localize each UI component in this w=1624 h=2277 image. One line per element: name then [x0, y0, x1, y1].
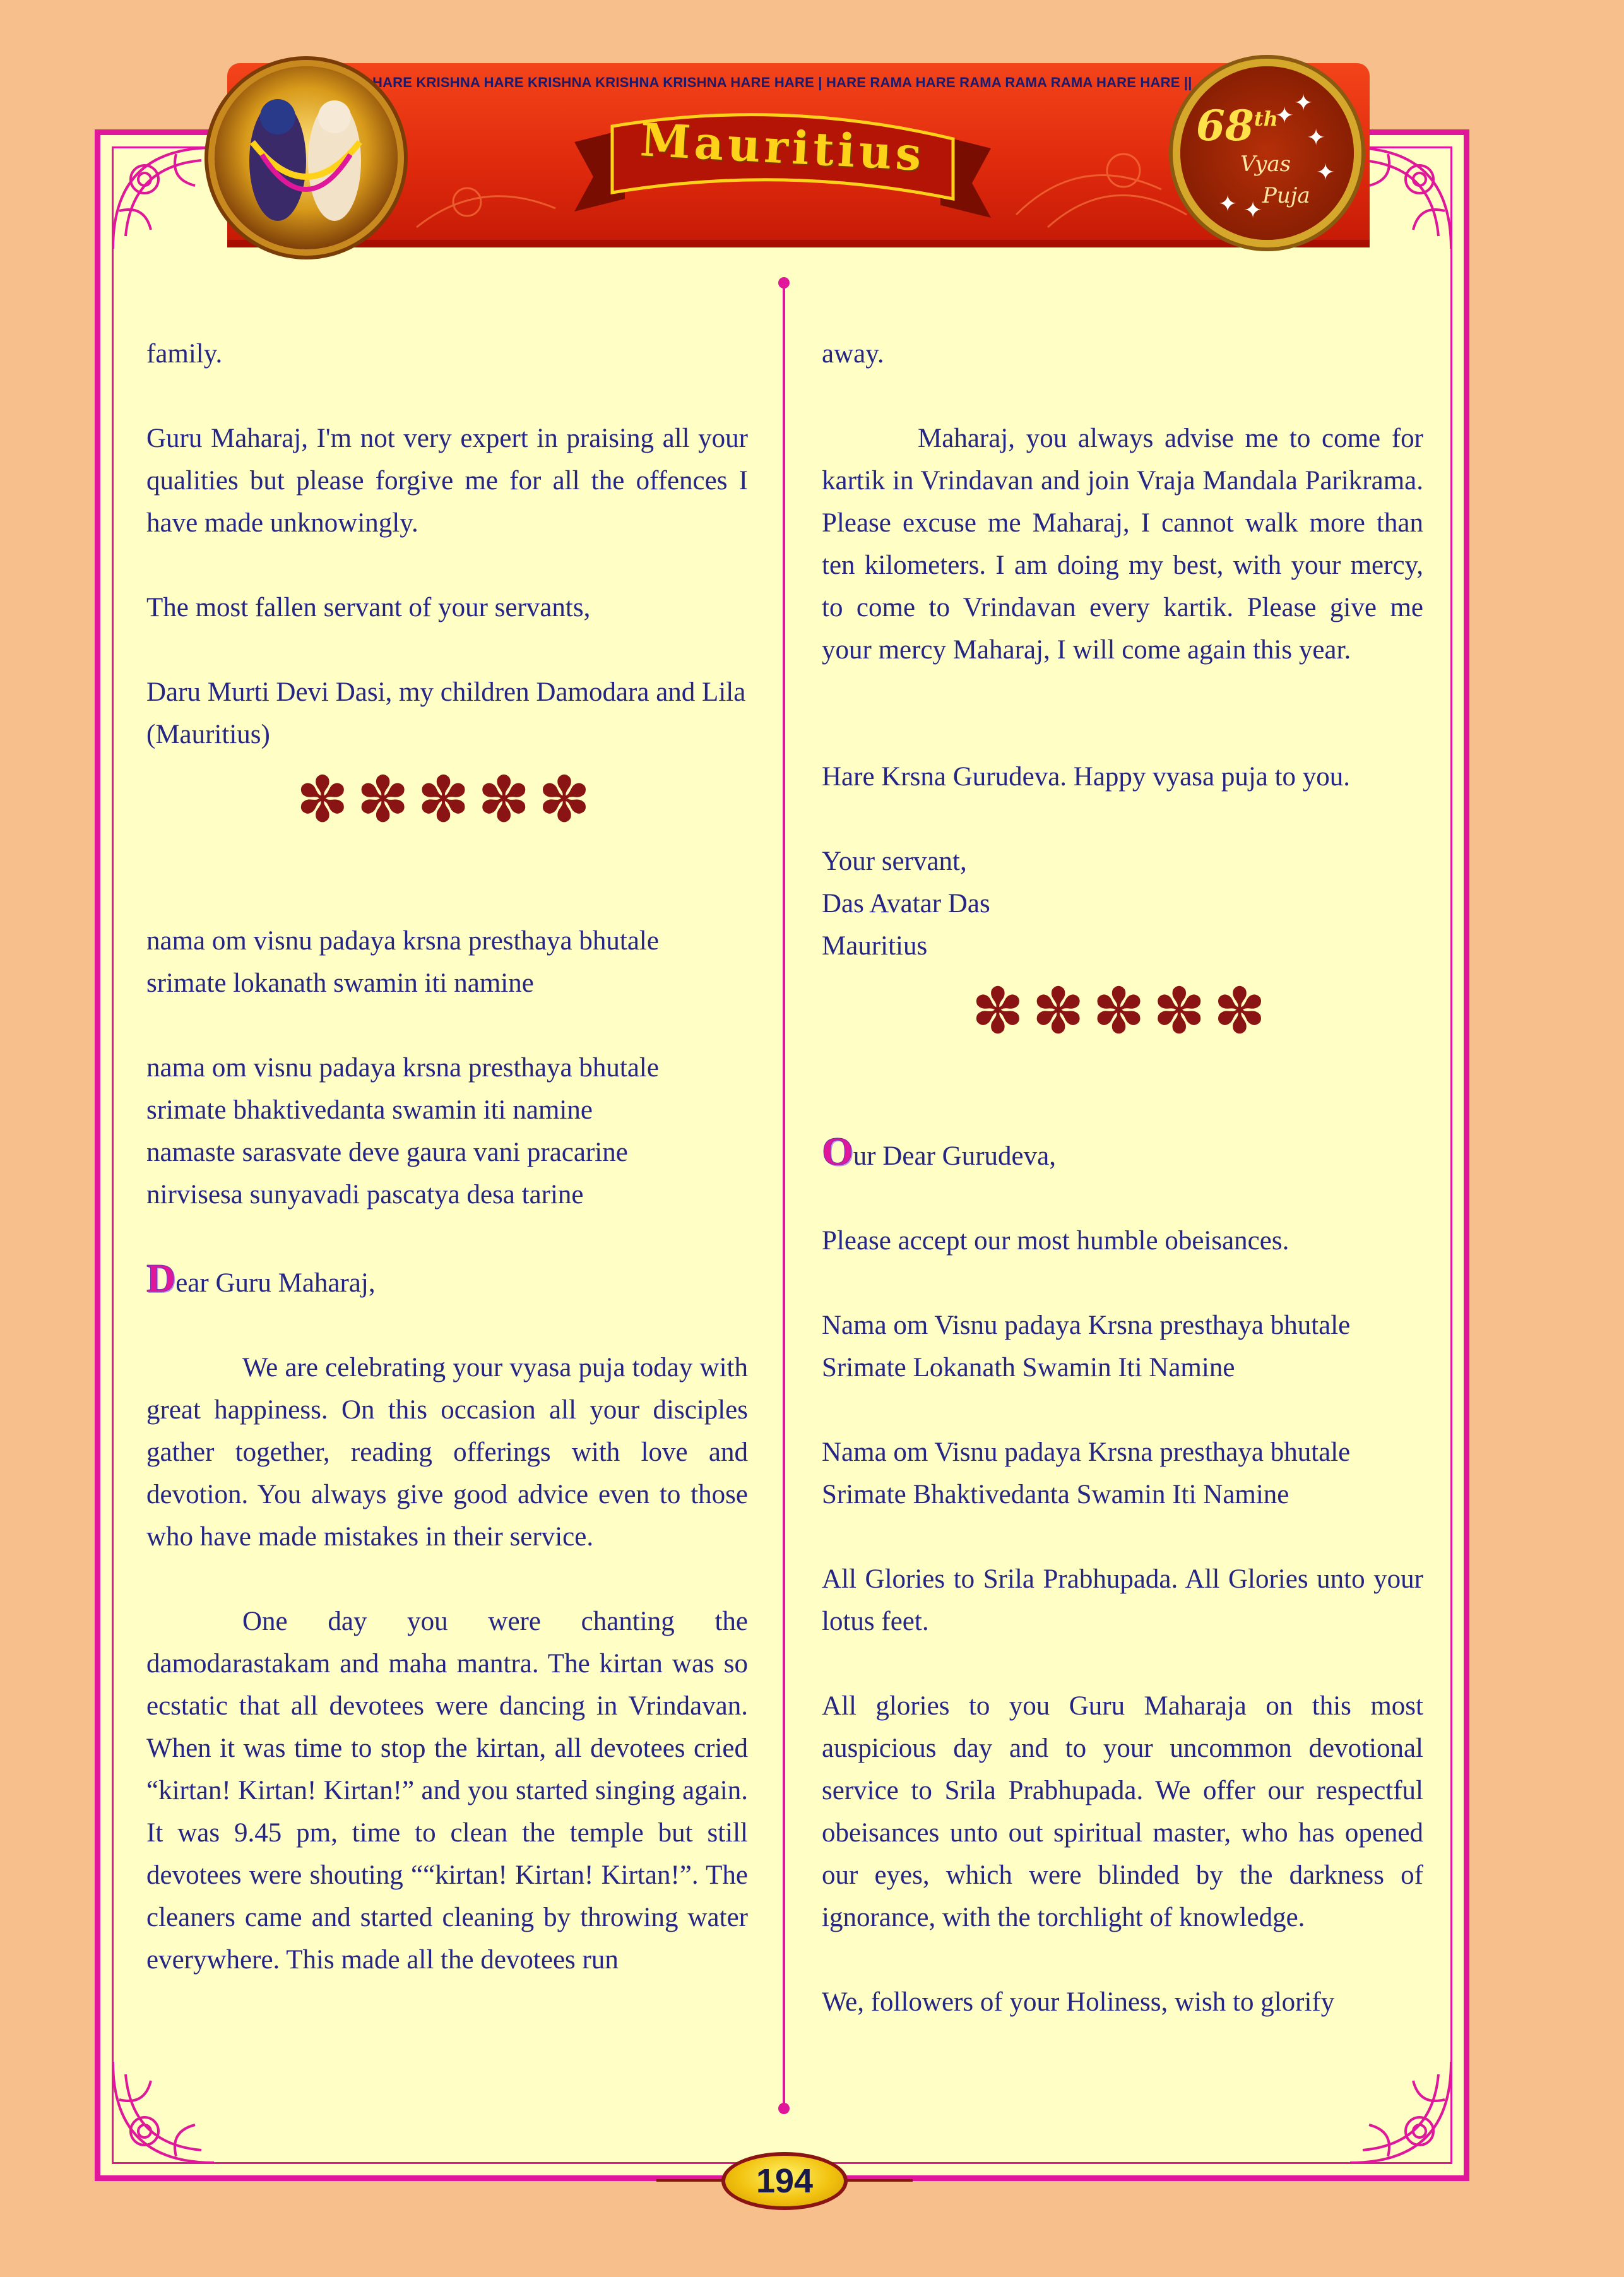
star-icon: ✦ [1275, 103, 1295, 128]
location-line: (Mauritius) [146, 720, 270, 749]
paragraph: We, followers of your Holiness, wish to glorify [822, 1987, 1335, 2017]
mantra-line: nama om visnu padaya krsna presthaya bhutale [146, 926, 659, 956]
paragraph: family. [146, 339, 223, 369]
paragraph: Please accept our most humble obeisances. [822, 1226, 1289, 1256]
signature-line: Your servant, [822, 847, 967, 876]
mantra-line: Srimate Lokanath Swamin Iti Namine [822, 1353, 1235, 1382]
mantra-line: nirvisesa sunyavadi pascatya desa tarine [146, 1180, 584, 1210]
star-icon: ✦ [1316, 160, 1336, 185]
mantra-header: HARE KRISHNA HARE KRISHNA KRISHNA KRISHNA HARE HARE | HARE RAMA HARE RAMA RAMA RAMA HARE HARE || [372, 74, 1192, 90]
deity-medallion-icon [215, 66, 398, 249]
corner-ornament-icon [107, 2055, 220, 2169]
vyas-puja-badge [1180, 66, 1354, 240]
paragraph: One day you were chanting the damodarastakam and maha mantra. The kirtan was so ecstatic that all devotees were dancing in Vrindavan. When it was time to stop the kirtan, all devotees cried “kirtan! Kirtan! Kirtan!” and you started singing again. It was 9.45 pm, time to clean the temple but still devotees were shouting ““kirtan! Kirtan! Kirtan!”. The cleaners came and started cleaning by throwing water everywhere. This made all the devotees run [146, 1607, 748, 1975]
mantra-line: nama om visnu padaya krsna presthaya bhutale [146, 1053, 659, 1083]
page-title: Mauritius [639, 112, 927, 181]
paragraph: Hare Krsna Gurudeva. Happy vyasa puja to you. [822, 762, 1351, 792]
mantra-line: srimate bhaktivedanta swamin iti namine [146, 1095, 593, 1125]
paragraph: All glories to you Guru Maharaja on this most auspicious day and to your uncommon devotional service to Srila Prabhupada. We offer our respectful obeisances unto out spiritual master, who has opened our eyes, which were blinded by the darkness of ignorance, with the torchlight of knowledge. [822, 1691, 1423, 1932]
badge-line2: Puja [1262, 183, 1310, 208]
section-separator: ✽✽✽✽✽ [296, 763, 598, 836]
badge-line1: Vyas [1240, 152, 1291, 177]
mantra-line: Nama om Visnu padaya Krsna presthaya bhutale [822, 1437, 1351, 1467]
left-column [146, 333, 748, 1981]
paragraph: The most fallen servant of your servants, [146, 593, 591, 622]
star-icon: ✦ [1307, 125, 1326, 150]
greeting: Dear Guru Maharaj, [146, 1256, 376, 1300]
mantra-line: Nama om Visnu padaya Krsna presthaya bhutale [822, 1311, 1351, 1340]
page-number-ornament [843, 2179, 913, 2182]
mantra-line: namaste sarasvate deve gaura vani pracarine [146, 1138, 628, 1167]
mantra-line: srimate lokanath swamin iti namine [146, 968, 534, 998]
paragraph: Guru Maharaj, I'm not very expert in praising all your qualities but please forgive me for all the offences I have made unknowingly. [146, 424, 748, 538]
paragraph: All Glories to Srila Prabhupada. All Glories unto your lotus feet. [822, 1564, 1423, 1636]
right-column [822, 333, 1423, 2023]
star-icon: ✦ [1243, 198, 1263, 223]
page-number: 194 [721, 2152, 848, 2210]
drop-cap: O [822, 1129, 853, 1174]
paragraph: Maharaj, you always advise me to come for kartik in Vrindavan and join Vraja Mandala Parikrama. Please excuse me Maharaj, I cannot walk more than ten kilometers. I am doing my best, with your mercy, to come to Vrindavan every kartik. Please give me your mercy Maharaj, I will come again this year. [822, 424, 1423, 665]
star-icon: ✦ [1218, 191, 1238, 217]
corner-ornament-icon [107, 141, 220, 255]
corner-ornament-icon [1344, 2055, 1457, 2169]
column-divider [783, 283, 785, 2108]
badge-number: 68th [1196, 101, 1278, 150]
page-number-ornament [656, 2179, 726, 2182]
location-line: Mauritius [822, 931, 928, 961]
signature-line: Das Avatar Das [822, 889, 990, 919]
section-separator: ✽✽✽✽✽ [971, 974, 1274, 1048]
paragraph: away. [822, 339, 884, 369]
greeting: Our Dear Gurudeva, [822, 1129, 1056, 1174]
drop-cap: D [146, 1256, 176, 1300]
paragraph: Daru Murti Devi Dasi, my children Damodara and Lila [146, 677, 746, 707]
paragraph: We are celebrating your vyasa puja today with great happiness. On this occasion all your disciples gather together, reading offerings with love and devotion. You always give good advice even to those who have made mistakes in their service. [146, 1353, 748, 1552]
star-icon: ✦ [1294, 90, 1313, 116]
mantra-line: Srimate Bhaktivedanta Swamin Iti Namine [822, 1480, 1289, 1509]
